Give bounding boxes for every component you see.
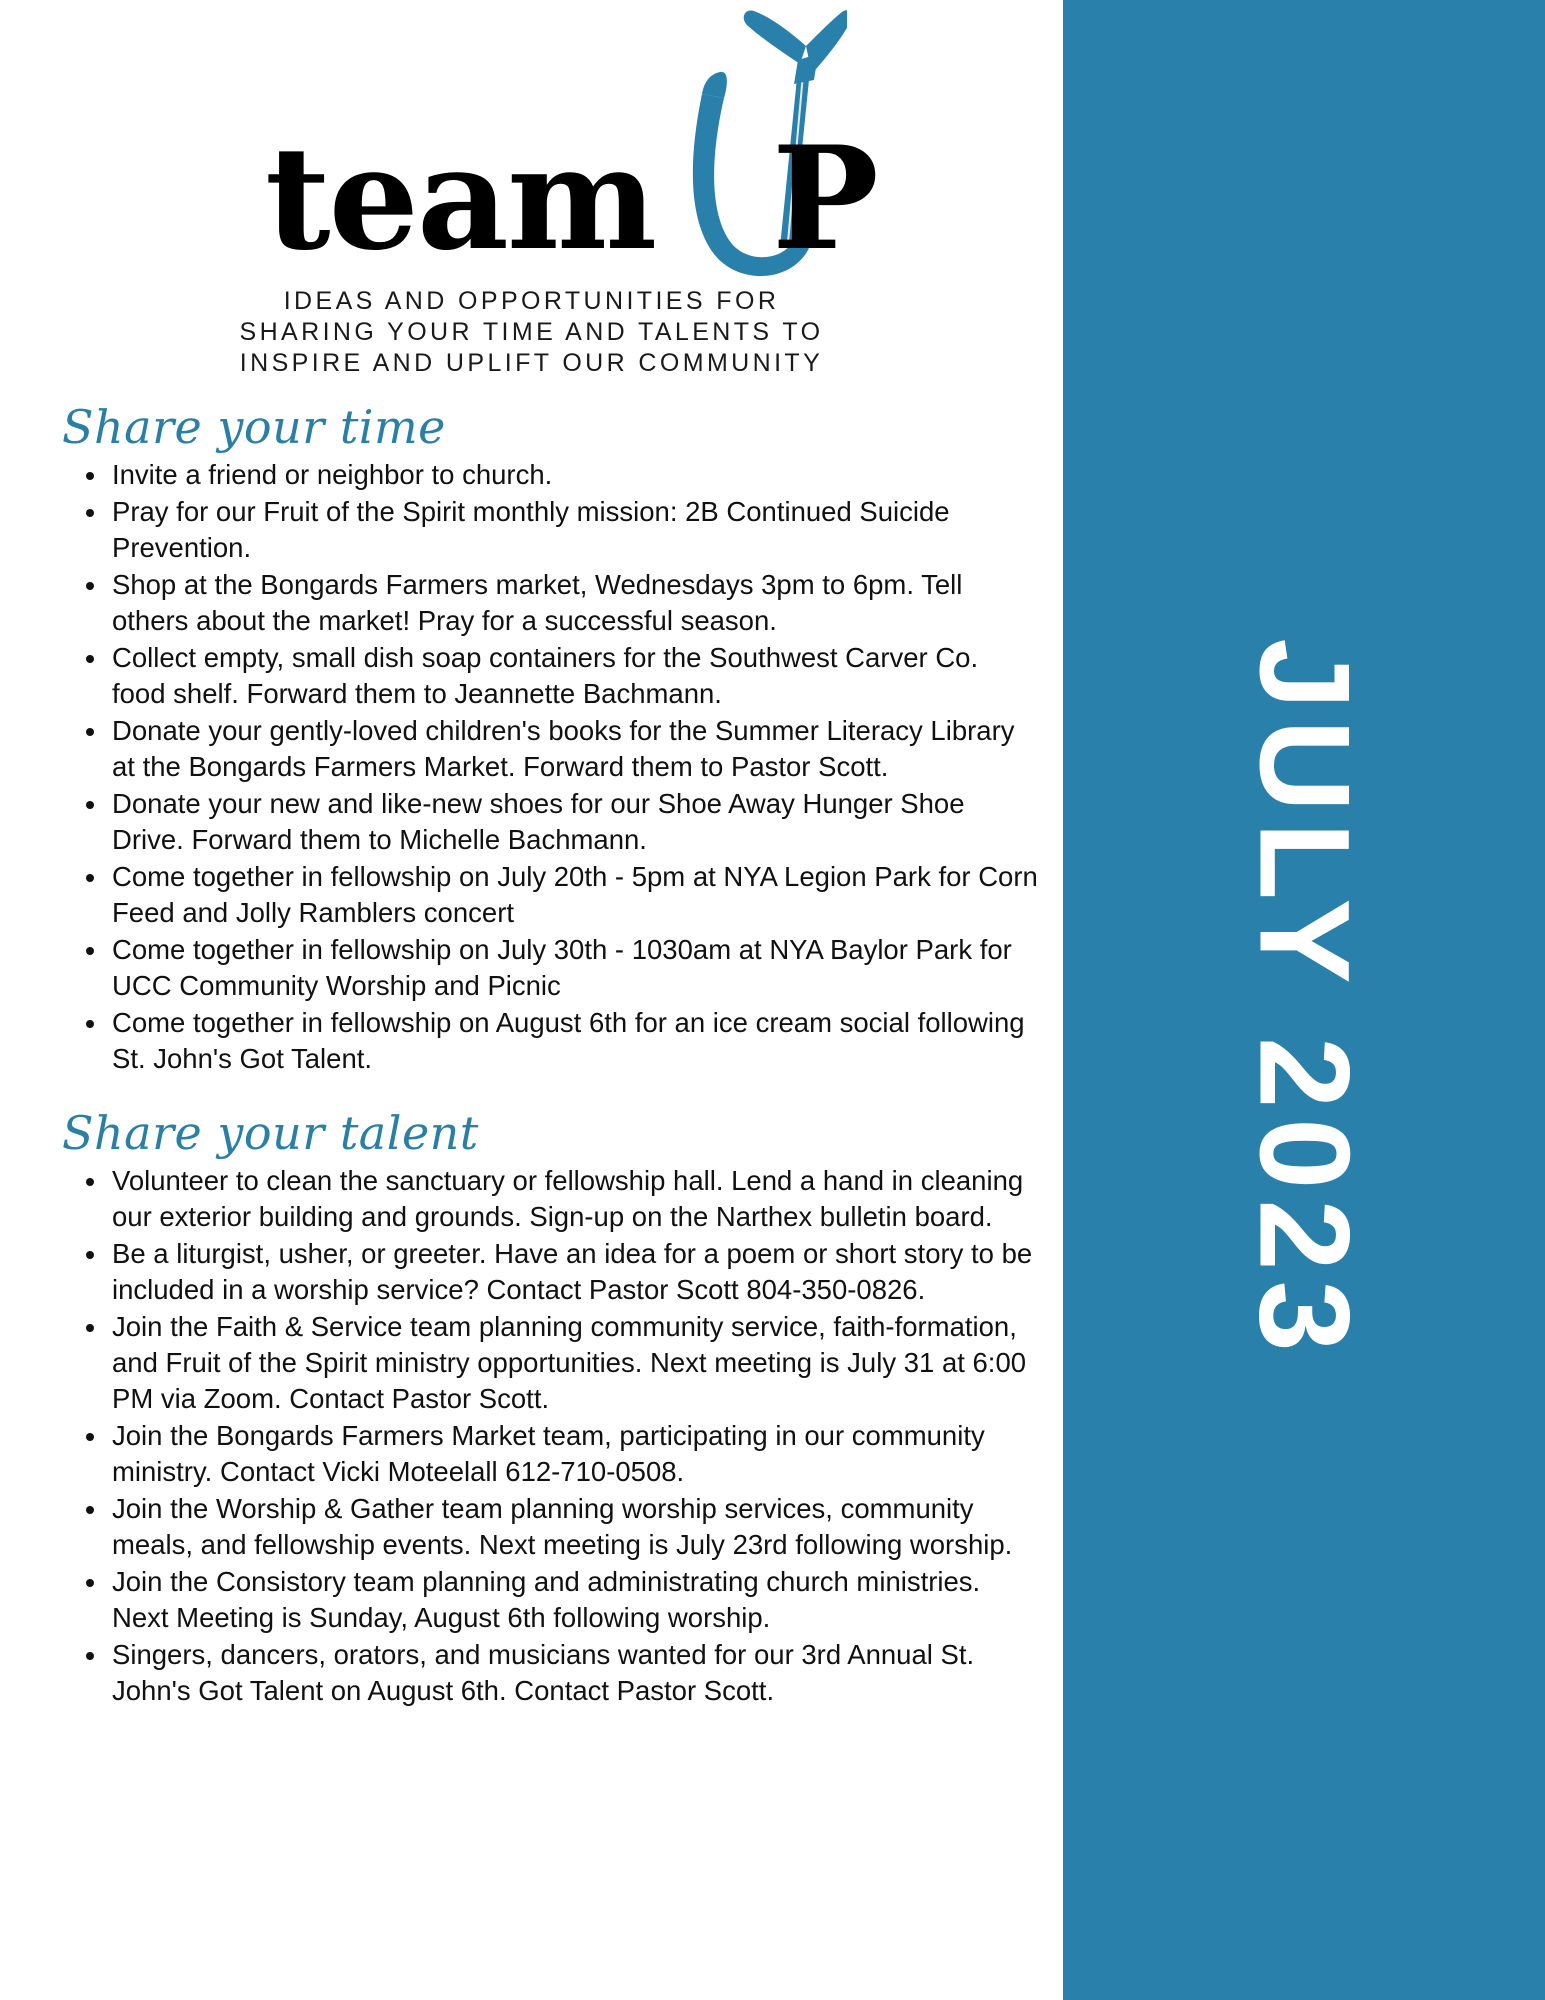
- list-item: Volunteer to clean the sanctuary or fellowship hall. Lend a hand in cleaning our exterior building and grounds. Sign-up on the Narthex bulletin board.: [0, 1163, 1063, 1235]
- list-item: Collect empty, small dish soap containers for the Southwest Carver Co. food shelf. Forward them to Jeannette Bachmann.: [0, 640, 1063, 712]
- header-logo-block: [0, 0, 1063, 385]
- list-item: Come together in fellowship on July 20th - 5pm at NYA Legion Park for Corn Feed and Jolly Ramblers concert: [0, 859, 1063, 931]
- list-item: Invite a friend or neighbor to church.: [0, 457, 1063, 493]
- list-item: Join the Consistory team planning and administrating church ministries. Next Meeting is Sunday, August 6th following worship.: [0, 1564, 1063, 1636]
- tagline-line-2: SHARING YOUR TIME AND TALENTS TO: [239, 318, 824, 346]
- logo-word-team: team: [265, 116, 656, 282]
- logo-letter-p: P: [772, 116, 879, 282]
- list-item: Join the Worship & Gather team planning worship services, community meals, and fellowship events. Next meeting is July 23rd following worship.: [0, 1491, 1063, 1563]
- section-share-your-talent: [0, 1107, 1063, 1709]
- list-share-your-talent: [0, 1163, 1063, 1709]
- wordmark: [0, 0, 1063, 290]
- section-heading-talent: Share your talent: [62, 1106, 479, 1160]
- month-side-band: [1063, 0, 1545, 2000]
- list-item: Donate your gently-loved children's books for the Summer Literacy Library at the Bongards Farmers Market. Forward them to Pastor Scott.: [0, 713, 1063, 785]
- list-item: Come together in fellowship on July 30th - 1030am at NYA Baylor Park for UCC Community Worship and Picnic: [0, 932, 1063, 1004]
- list-item: Pray for our Fruit of the Spirit monthly mission: 2B Continued Suicide Prevention.: [0, 494, 1063, 566]
- section-share-your-time: [0, 401, 1063, 1077]
- list-item: Singers, dancers, orators, and musicians wanted for our 3rd Annual St. John's Got Talent on August 6th. Contact Pastor Scott.: [0, 1637, 1063, 1709]
- list-share-your-time: [0, 457, 1063, 1077]
- list-item: Shop at the Bongards Farmers market, Wednesdays 3pm to 6pm. Tell others about the market! Pray for a successful season.: [0, 567, 1063, 639]
- list-item: Donate your new and like-new shoes for our Shoe Away Hunger Shoe Drive. Forward them to Michelle Bachmann.: [0, 786, 1063, 858]
- tagline-line-1: IDEAS AND OPPORTUNITIES FOR: [283, 287, 780, 315]
- list-item: Be a liturgist, usher, or greeter. Have an idea for a poem or short story to be included in a worship service? Contact Pastor Scott 804-350-0826.: [0, 1236, 1063, 1308]
- list-item: Join the Faith & Service team planning community service, faith-formation, and Fruit of the Spirit ministry opportunities. Next meeting is July 31 at 6:00 PM via Zoom. Contact Pastor Scott.: [0, 1309, 1063, 1417]
- tagline-line-3: INSPIRE AND UPLIFT OUR COMMUNITY: [239, 349, 824, 377]
- month-label: JULY 2023: [1232, 638, 1376, 1362]
- list-item: Come together in fellowship on August 6th for an ice cream social following St. John's Got Talent.: [0, 1005, 1063, 1077]
- tagline: [0, 286, 1063, 379]
- section-heading-time: Share your time: [62, 400, 446, 454]
- list-item: Join the Bongards Farmers Market team, participating in our community ministry. Contact Vicki Moteelall 612-710-0508.: [0, 1418, 1063, 1490]
